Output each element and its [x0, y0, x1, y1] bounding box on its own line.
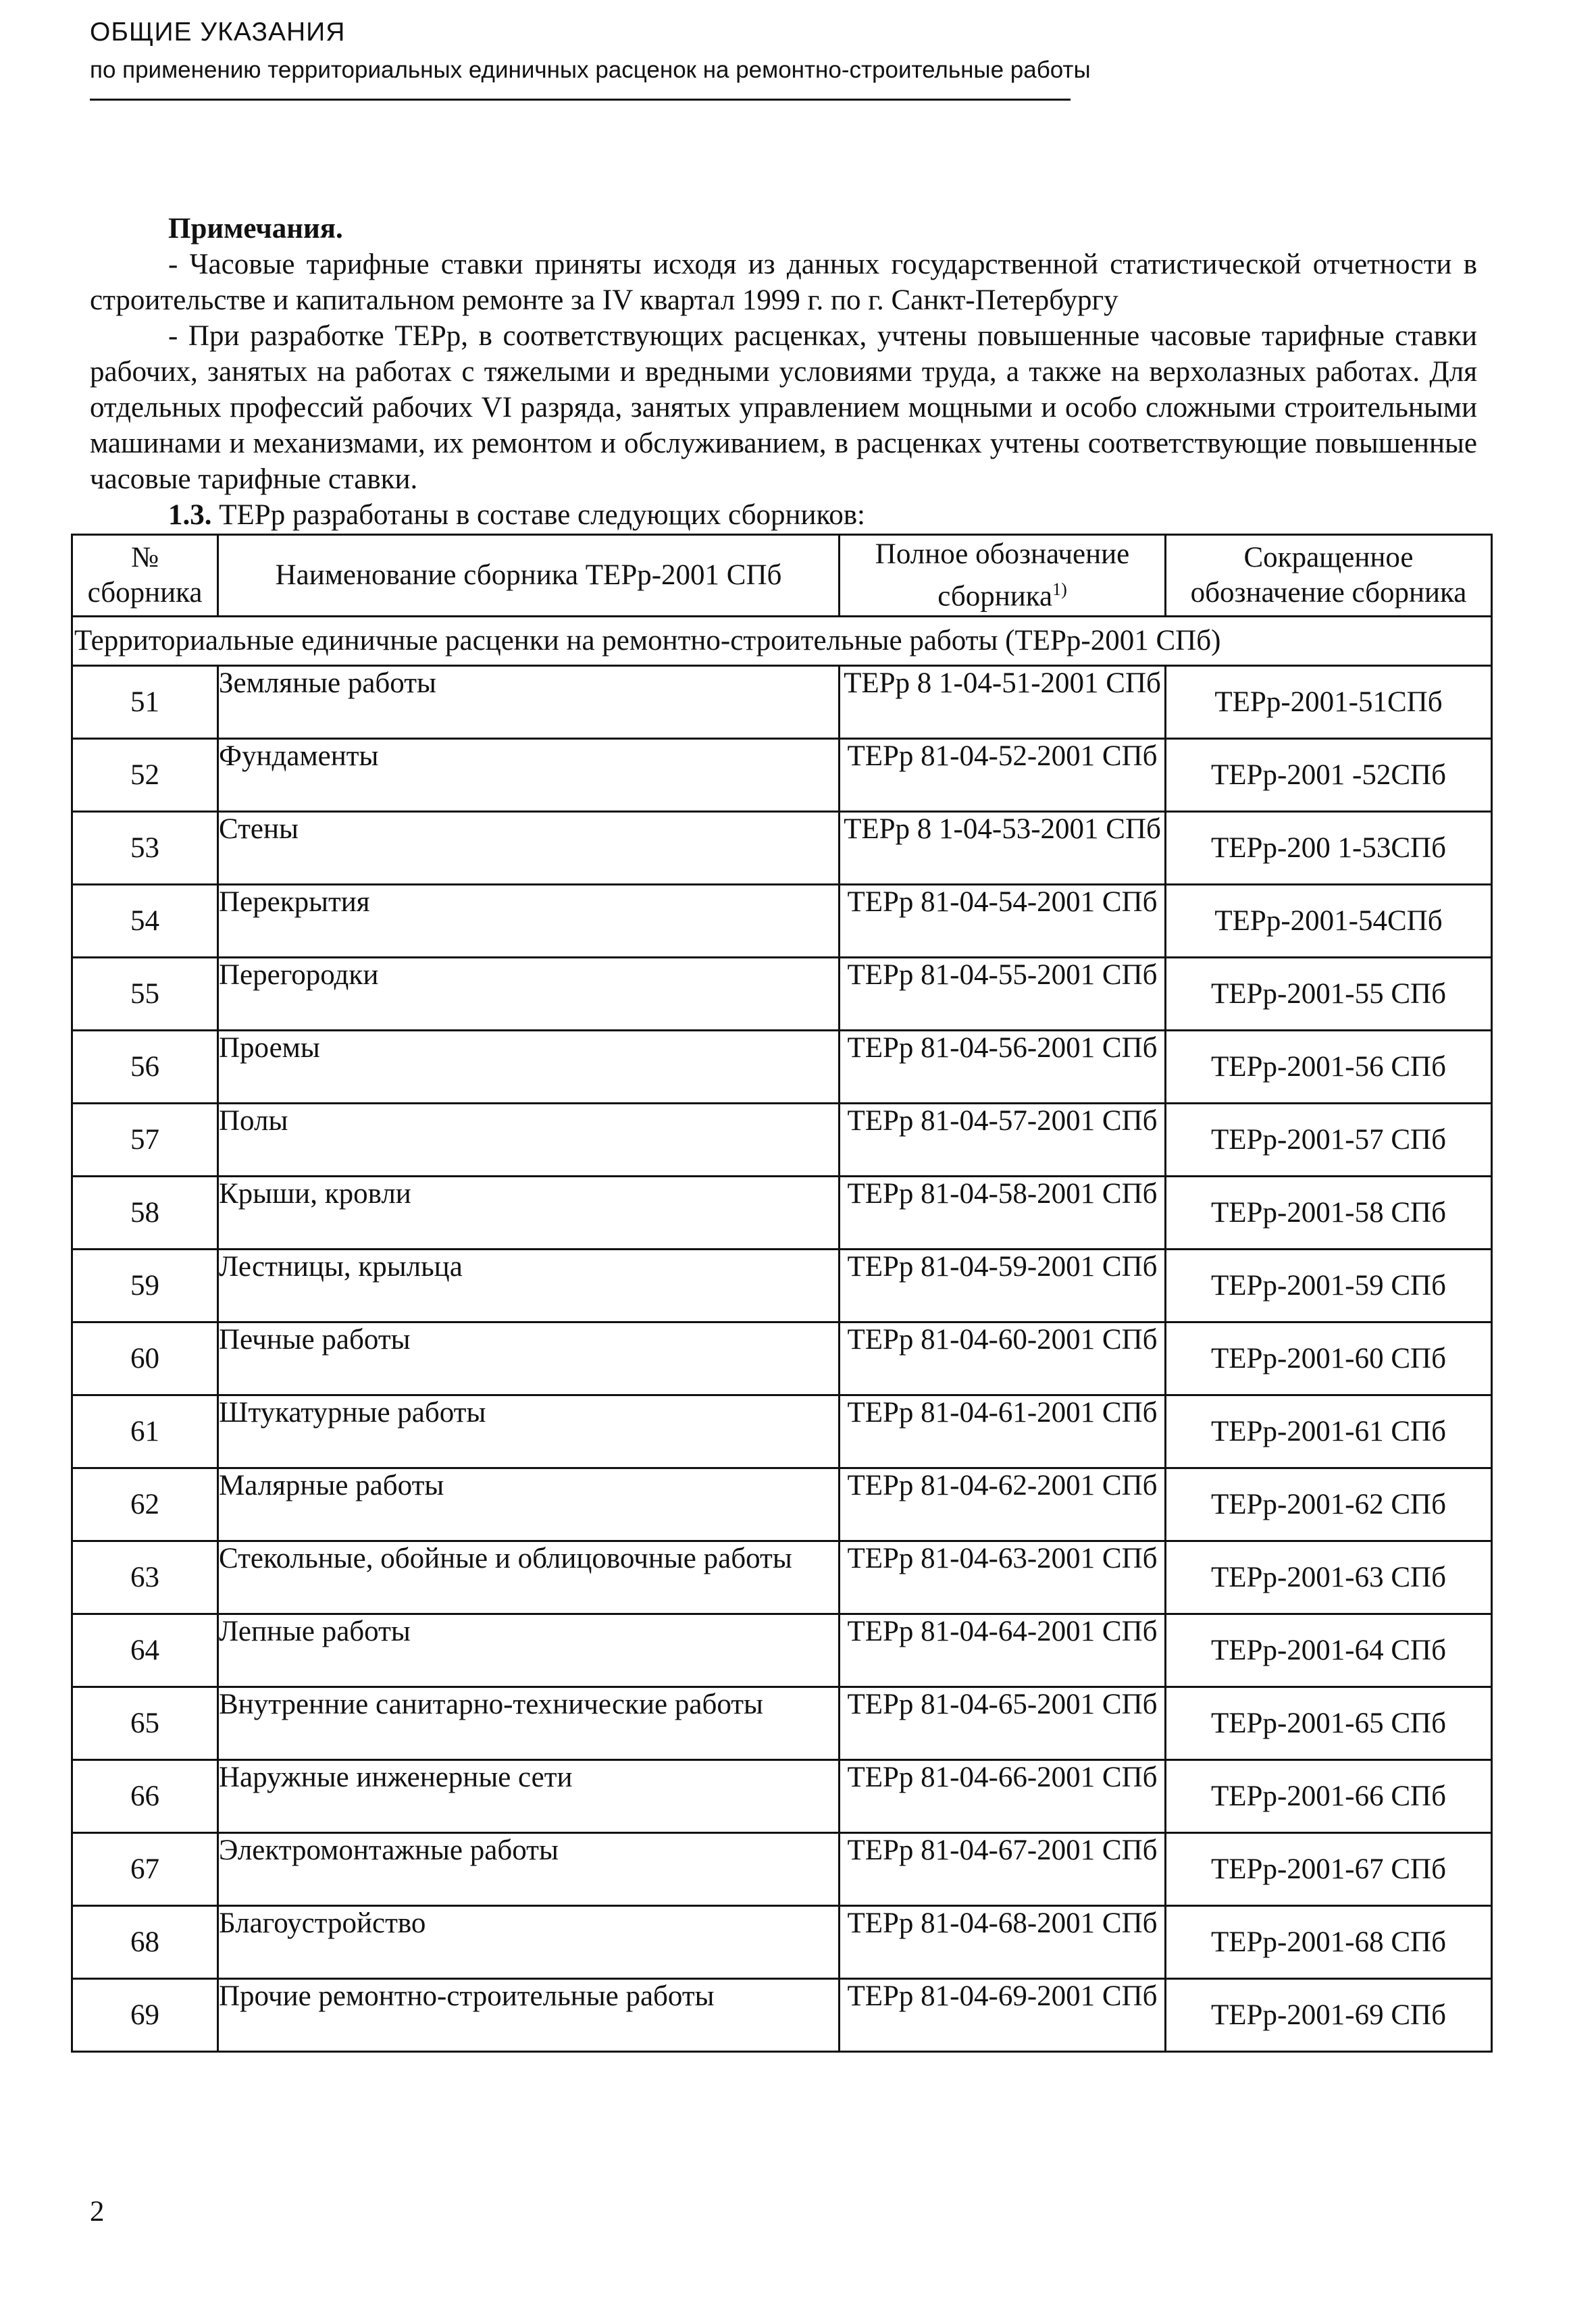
notes-paragraph-1: - Часовые тарифные ставки приняты исходя из данных государственной статистической отчетности в строительстве и капитальном ремонте за IV квартал 1999 г. по г. Санкт-Петербургу [90, 249, 1477, 316]
cell-collection-number: 64 [72, 1614, 218, 1687]
section-text: ТЕРр разработаны в составе следующих сборников: [219, 499, 865, 531]
cell-collection-number: 63 [72, 1541, 218, 1614]
cell-full-designation: ТЕРр 81-04-67-2001 СПб [840, 1833, 1166, 1906]
cell-collection-name: Крыши, кровли [218, 1177, 840, 1250]
cell-collection-number: 60 [72, 1322, 218, 1395]
cell-short-designation: ТЕРр-2001 -52СПб [1166, 739, 1492, 812]
notes-title: Примечания. [168, 213, 343, 245]
cell-full-designation: ТЕРр 81-04-55-2001 СПб [840, 958, 1166, 1031]
cell-full-designation: ТЕРр 81-04-59-2001 СПб [840, 1250, 1166, 1322]
cell-short-designation: ТЕРр-2001-68 СПб [1166, 1906, 1492, 1979]
cell-short-designation: ТЕРр-2001-63 СПб [1166, 1541, 1492, 1614]
cell-full-designation: ТЕРр 81-04-69-2001 СПб [840, 1979, 1166, 2052]
cell-short-designation: ТЕРр-200 1-53СПб [1166, 812, 1492, 885]
cell-full-designation: ТЕРр 81-04-62-2001 СПб [840, 1468, 1166, 1541]
cell-collection-name: Полы [218, 1104, 840, 1177]
table-row [72, 1250, 1492, 1322]
footnote-marker: 1) [1052, 579, 1067, 599]
cell-full-designation: ТЕРр 81-04-52-2001 СПб [840, 739, 1166, 812]
document-header-subtitle: по применению территориальных единичных расценок на ремонтно-строительные работы [90, 57, 1091, 83]
cell-short-designation: ТЕРр-2001-69 СПб [1166, 1979, 1492, 2052]
cell-collection-number: 68 [72, 1906, 218, 1979]
table-header-row [72, 535, 1492, 617]
cell-collection-number: 57 [72, 1104, 218, 1177]
cell-collection-name: Штукатурные работы [218, 1395, 840, 1468]
cell-full-designation: ТЕРр 8 1-04-51-2001 СПб [840, 666, 1166, 739]
notes-section [90, 211, 1477, 533]
cell-collection-name: Земляные работы [218, 666, 840, 739]
table-row [72, 1906, 1492, 1979]
header-short-designation: Сокращенное обозначение сборника [1166, 535, 1492, 617]
cell-short-designation: ТЕРр-2001-56 СПб [1166, 1031, 1492, 1104]
cell-collection-number: 65 [72, 1687, 218, 1760]
page-number: 2 [90, 2196, 105, 2228]
table-row [72, 1104, 1492, 1177]
table-row [72, 1322, 1492, 1395]
header-divider [90, 99, 1071, 101]
cell-collection-number: 52 [72, 739, 218, 812]
cell-collection-name: Проемы [218, 1031, 840, 1104]
cell-full-designation: ТЕРр 81-04-66-2001 СПб [840, 1760, 1166, 1833]
table-row [72, 1031, 1492, 1104]
cell-full-designation: ТЕРр 81-04-60-2001 СПб [840, 1322, 1166, 1395]
cell-collection-name: Стены [218, 812, 840, 885]
cell-collection-name: Лепные работы [218, 1614, 840, 1687]
table-row [72, 812, 1492, 885]
cell-short-designation: ТЕРр-2001-59 СПб [1166, 1250, 1492, 1322]
cell-collection-name: Внутренние санитарно-технические работы [218, 1687, 840, 1760]
cell-full-designation: ТЕРр 81-04-56-2001 СПб [840, 1031, 1166, 1104]
cell-short-designation: ТЕРр-2001-61 СПб [1166, 1395, 1492, 1468]
table-row [72, 1177, 1492, 1250]
table-row [72, 1979, 1492, 2052]
cell-collection-name: Прочие ремонтно-строительные работы [218, 1979, 840, 2052]
cell-short-designation: ТЕРр-2001-67 СПб [1166, 1833, 1492, 1906]
cell-short-designation: ТЕРр-2001-62 СПб [1166, 1468, 1492, 1541]
cell-short-designation: ТЕРр-2001-65 СПб [1166, 1687, 1492, 1760]
cell-collection-number: 51 [72, 666, 218, 739]
table-row [72, 1760, 1492, 1833]
group-title: Территориальные единичные расценки на ремонтно-строительные работы (ТЕРр-2001 СПб) [72, 617, 1492, 666]
cell-full-designation: ТЕРр 81-04-57-2001 СПб [840, 1104, 1166, 1177]
cell-collection-name: Печные работы [218, 1322, 840, 1395]
cell-collection-name: Стекольные, обойные и облицовочные работы [218, 1541, 840, 1614]
section-heading [168, 497, 1477, 533]
table-row [72, 1395, 1492, 1468]
table-row [72, 1833, 1492, 1906]
cell-collection-number: 69 [72, 1979, 218, 2052]
cell-short-designation: ТЕРр-2001-51СПб [1166, 666, 1492, 739]
cell-short-designation: ТЕРр-2001-58 СПб [1166, 1177, 1492, 1250]
cell-short-designation: ТЕРр-2001-64 СПб [1166, 1614, 1492, 1687]
cell-full-designation: ТЕРр 81-04-68-2001 СПб [840, 1906, 1166, 1979]
table-row [72, 1687, 1492, 1760]
cell-collection-number: 66 [72, 1760, 218, 1833]
cell-full-designation: ТЕРр 81-04-61-2001 СПб [840, 1395, 1166, 1468]
cell-full-designation: ТЕРр 81-04-54-2001 СПб [840, 885, 1166, 958]
cell-short-designation: ТЕРр-2001-57 СПб [1166, 1104, 1492, 1177]
section-number: 1.3. [168, 499, 212, 531]
header-collection-number: № сборника [72, 535, 218, 617]
cell-collection-name: Благоустройство [218, 1906, 840, 1979]
header-full-designation-text: Полное обозначение сборника [875, 538, 1130, 613]
cell-collection-name: Электромонтажные работы [218, 1833, 840, 1906]
table-row [72, 1468, 1492, 1541]
notes-paragraph-2: - При разработке ТЕРр, в соответствующих расценках, учтены повышенные часовые тарифные ставки рабочих, занятых на работах с тяжелыми и вредными условиями труда, а также на верхолазных работах. Для отдельных профессий рабочих VI разряда, занятых управлением мощными и особо сложными строительными машинами и механизмами, их ремонтом и обслуживанием, в расценках учтены соответствующие повышенные часовые тарифные ставки. [90, 320, 1477, 495]
cell-collection-number: 61 [72, 1395, 218, 1468]
cell-full-designation: ТЕРр 81-04-63-2001 СПб [840, 1541, 1166, 1614]
cell-full-designation: ТЕРр 81-04-65-2001 СПб [840, 1687, 1166, 1760]
cell-collection-number: 53 [72, 812, 218, 885]
document-header-title: ОБЩИЕ УКАЗАНИЯ [90, 18, 346, 47]
cell-collection-number: 62 [72, 1468, 218, 1541]
table-group-row [72, 617, 1492, 666]
header-full-designation [840, 535, 1166, 617]
cell-short-designation: ТЕРр-2001-55 СПб [1166, 958, 1492, 1031]
cell-collection-number: 54 [72, 885, 218, 958]
cell-collection-number: 56 [72, 1031, 218, 1104]
cell-short-designation: ТЕРр-2001-54СПб [1166, 885, 1492, 958]
cell-collection-name: Фундаменты [218, 739, 840, 812]
cell-full-designation: ТЕРр 81-04-64-2001 СПб [840, 1614, 1166, 1687]
table-row [72, 1541, 1492, 1614]
cell-collection-name: Перегородки [218, 958, 840, 1031]
cell-collection-number: 55 [72, 958, 218, 1031]
cell-short-designation: ТЕРр-2001-60 СПб [1166, 1322, 1492, 1395]
cell-collection-name: Малярные работы [218, 1468, 840, 1541]
table-row [72, 739, 1492, 812]
collections-table [71, 534, 1493, 2053]
cell-collection-number: 59 [72, 1250, 218, 1322]
cell-collection-name: Лестницы, крыльца [218, 1250, 840, 1322]
cell-collection-number: 67 [72, 1833, 218, 1906]
cell-collection-name: Перекрытия [218, 885, 840, 958]
cell-full-designation: ТЕРр 8 1-04-53-2001 СПб [840, 812, 1166, 885]
cell-full-designation: ТЕРр 81-04-58-2001 СПб [840, 1177, 1166, 1250]
header-collection-name: Наименование сборника ТЕРр-2001 СПб [218, 535, 840, 617]
table-row [72, 885, 1492, 958]
cell-collection-name: Наружные инженерные сети [218, 1760, 840, 1833]
table-row [72, 1614, 1492, 1687]
cell-collection-number: 58 [72, 1177, 218, 1250]
table-row [72, 666, 1492, 739]
cell-short-designation: ТЕРр-2001-66 СПб [1166, 1760, 1492, 1833]
table-row [72, 958, 1492, 1031]
